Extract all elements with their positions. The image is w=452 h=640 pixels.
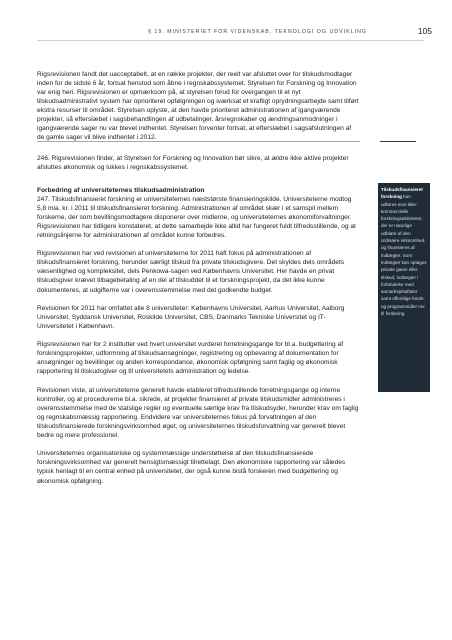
paragraph: Universiteternes organisatoriske og systemmæssige understøttelse af den tilskudsfinansierede forskningsvirksomhed var generelt hensigtsmæssigt tilrettelagt. Den økonomiske rapportering var således typisk henlagt til en central enhed på universitetet, der også kunne bistå forskeren med budgettering og økonomisk opfølgning.: [37, 450, 346, 485]
definition-sidebar: [378, 183, 430, 392]
paragraph: Revisionen for 2011 har omfattet alle 8 universiteter: Københavns Universitet, Aarhus Universitet, Aalborg Universitet, Syddansk Universitet, Roskilde Universitet, CBS, Danmarks Tekniske Universitet og IT-Universitetet i København.: [37, 304, 345, 330]
paragraph: Rigsrevisionen har for 2 institutter ved hvert universitet vurderet forretningsgange for bl.a. budgettering af forskningsprojekter, udformning af tilskudsansøgninger, registrering og opbevaring af dokumentation for ansøgninger og bevillinger og anden korrespondance, økonomisk opfølgning samt faglig og økonomisk rapportering til tilskudsgiver og til universitetets administration og ledelse.: [37, 341, 344, 376]
sidebar-definition: kan udføres som ikke-kommercielle forskningsaktiviteter, der er naturlige udbløre af den ordinære virksomhed, og finansieres af indtægter. Som indtægter kan optages private gaver eller tilskud, indtægter i forbindelse med samarbejdsaftaler samt offentlige fonds- og programmidler mv. til forskning.: [381, 194, 427, 317]
paragraph-247: 247. Tilskudsfinansieret forskning er universiteternes næststørste finansieringskilde. Universiteterne modtog 5,8 mia. kr. i 2011 til tilskudsfinansieret forskning. Administrationen af området skær i et samspil mellem forskerne, der som bevillingsmodtagere disponerer over midlerne, og universiteternes økonomiforvaltninger. Rigsrevisionen har tidligere konstateret, at dette samarbejde ikke altid har fungeret fuldt tilfredsstillende, og at retningslinjerne for administrationen af området kunne forbedres.: [37, 195, 356, 239]
section-heading: Forbedring af universiteternes tilskudsadministration: [37, 186, 205, 194]
header-divider: [37, 40, 424, 41]
sidebar-term: Tilskudsfinansieret forskning: [381, 187, 423, 200]
margin-divider: [380, 141, 416, 142]
running-header: § 19. MINISTERIET FOR VIDENSKAB, TEKNOLOGI OG UDVIKLING: [148, 29, 367, 35]
paragraph: Revisionen viste, at universiteterne generelt havde etableret tilfredsstillende forretningsgange og interne kontroller, og at procedurerne bl.a. sikrede, at projekter finansieret af private tilskudsmidler administreres i overensstemmelse med de statslige regler og eventuelle særlige krav fra tilskudsyder, herunder krav om faglig og regnskabsmæssig rapportering. Endvidere var universiteternes fokus på forvaltningen af den tilskudsfinansierede forskningsvirksomhed øget, og universiteternes tilskudsforvaltning var generelt blevet bedre og mere professionel.: [37, 386, 359, 440]
page-number: 105: [417, 26, 432, 36]
paragraph-246: 246. Rigsrevisionen finder, at Styrelsen for Forskning og Innovation bør sikre, at ældre ikke aktive projekter afsluttes økonomisk og lukkes i regnskabssystemet.: [37, 155, 349, 172]
body-text: [37, 70, 360, 495]
paragraph: Rigsrevisionen har ved revisionen af universiteterne for 2011 haft fokus på administrationen af tilskudsfinansieret forskning, herunder særligt tilskud fra private tilskudsgivere. Det skyldes dels områdets væsentlighed og kompleksitet, dels Penkowa-sagen ved Københavns Universitet. Her havde en privat tilskudsgiver krævet tilbagebetaling af en del af tilskuddet til et forskningsprojekt, da det ikke kunne dokumenteres, at udgifterne var i overensstemmelse med det godkendte budget.: [37, 250, 345, 294]
paragraph: Rigsrevisionen fandt det uacceptabelt, at en række projekter, der reelt var afsluttet over for tilskudsmodtager inden for de sidste 6 år, fortsat henstod som åbne i regnskabssystemet. Styrelsen for Forskning og Innovation var enig heri. Rigsrevisionen er opmærksom på, at styrelsen forud for overgangen til et nyt tilskudsadministrativt system har oprioriteret opfølgningen og iværksat et kraftigt oprydningsarbejde samt tilført ekstra resurser til området. Styrelsen oplyste, at den havde prioriteret administrationen af igangværende projekter, så efterslæbet i sagsbehandlingen af udbetalinger, årsregnskaber og ændringsanmodninger i igangværende sager nu var blevet indhentet. Styrelsen forventer fortsat, at efterslæbet i sagsafslutningen af de gamle sager vil blive indhentet i 2012.: [37, 71, 359, 142]
